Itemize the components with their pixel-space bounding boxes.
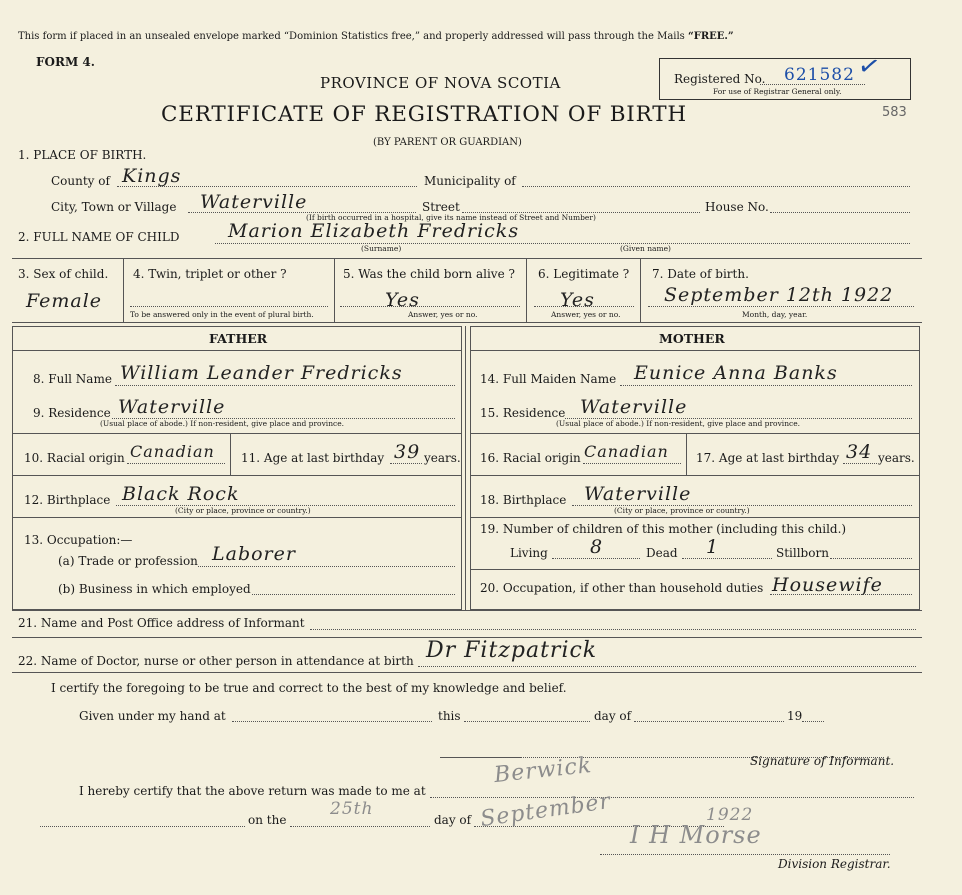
dead-value: 1: [706, 536, 720, 558]
certify-statement: I certify the foregoing to be true and correct to the best of my knowledge and belief.: [51, 681, 567, 695]
checkmark-icon: ✓: [855, 50, 883, 84]
given-name-label: (Given name): [620, 244, 671, 253]
return-statement: I hereby certify that the above return was made to me at: [79, 784, 426, 798]
mother-name-value: Eunice Anna Banks: [634, 362, 838, 384]
mother-residence-value: Waterville: [580, 396, 688, 418]
signature-of-informant-label: Signature of Informant.: [750, 754, 895, 768]
father-racial-value: Canadian: [130, 442, 215, 461]
legitimate-value: Yes: [560, 289, 595, 311]
on-the-label: on the: [248, 813, 287, 827]
informant-label: 21. Name and Post Office address of Informant: [18, 616, 305, 630]
city-label: City, Town or Village: [51, 200, 177, 214]
house-label: House No.: [705, 200, 769, 214]
father-residence-note: (Usual place of abode.) If non-resident, give place and province.: [100, 419, 345, 428]
mother-residence-note: (Usual place of abode.) If non-resident, give place and province.: [556, 419, 801, 428]
form-number: FORM 4.: [36, 55, 95, 69]
alive-value: Yes: [385, 289, 420, 311]
father-business-label: (b) Business in which employed: [58, 582, 251, 596]
sex-value: Female: [26, 290, 103, 312]
place-signature: Berwick: [492, 752, 594, 789]
mother-birthplace-value: Waterville: [584, 483, 692, 505]
registrar-signature: I H Morse: [630, 821, 762, 849]
year-prefix-label: 19: [787, 709, 803, 723]
father-age-value: 39: [394, 441, 421, 463]
mother-years: years.: [878, 451, 915, 465]
registered-label: Registered No.: [674, 72, 766, 86]
registration-month-value: September: [478, 788, 613, 833]
day-of-label-2: day of: [434, 813, 472, 827]
sex-label: 3. Sex of child.: [18, 267, 109, 281]
full-name-label: 2. FULL NAME OF CHILD: [18, 230, 180, 244]
mother-age-label: 17. Age at last birthday: [696, 451, 840, 465]
stillborn-label: Stillborn: [776, 546, 829, 560]
living-label: Living: [510, 546, 548, 560]
father-heading: FATHER: [209, 331, 268, 346]
alive-note: Answer, yes or no.: [408, 310, 478, 319]
this-label: this: [438, 709, 461, 723]
day-of-label: day of: [594, 709, 632, 723]
margin-number: 583: [882, 105, 907, 120]
legitimate-label: 6. Legitimate ?: [538, 267, 630, 281]
mail-notice: This form if placed in an unsealed envelope marked “Dominion Statistics free,” and properly addressed will pass through the Mails “FREE.”: [18, 31, 734, 42]
city-value: Waterville: [200, 191, 308, 213]
mother-name-label: 14. Full Maiden Name: [480, 372, 617, 386]
father-years: years.: [424, 451, 461, 465]
mother-age-value: 34: [846, 441, 873, 463]
mother-occupation-value: Housewife: [772, 574, 883, 596]
mother-occupation-label: 20. Occupation, if other than household duties: [480, 581, 764, 595]
twin-label: 4. Twin, triplet or other ?: [133, 267, 287, 281]
alive-label: 5. Was the child born alive ?: [343, 267, 515, 281]
father-age-label: 11. Age at last birthday: [241, 451, 385, 465]
county-label: County of: [51, 174, 110, 188]
division-registrar-label: Division Registrar.: [778, 857, 891, 871]
doctor-label: 22. Name of Doctor, nurse or other person in attendance at birth: [18, 654, 414, 668]
registered-number-value: 621582: [784, 65, 855, 85]
place-of-birth-heading: 1. PLACE OF BIRTH.: [18, 148, 147, 162]
dead-label: Dead: [646, 546, 678, 560]
mother-birthplace-label: 18. Birthplace: [480, 493, 567, 507]
street-label: Street: [422, 200, 460, 214]
dob-label: 7. Date of birth.: [652, 267, 749, 281]
twin-note: To be answered only in the event of plural birth.: [130, 310, 314, 319]
county-value: Kings: [122, 165, 182, 187]
certificate-title: CERTIFICATE OF REGISTRATION OF BIRTH: [161, 102, 687, 127]
father-birthplace-note: (City or place, province or country.): [175, 506, 311, 515]
mother-racial-label: 16. Racial origin: [480, 451, 581, 465]
father-trade-value: Laborer: [212, 543, 296, 565]
father-residence-value: Waterville: [118, 396, 226, 418]
living-value: 8: [590, 536, 604, 558]
father-racial-label: 10. Racial origin: [24, 451, 125, 465]
mother-birthplace-note: (City or place, province or country.): [614, 506, 750, 515]
mother-residence-label: 15. Residence: [480, 406, 566, 420]
municipality-label: Municipality of: [424, 174, 516, 188]
registration-year-value: 1922: [706, 805, 754, 825]
province-heading: PROVINCE OF NOVA SCOTIA: [320, 74, 561, 92]
father-trade-label: (a) Trade or profession: [58, 554, 198, 568]
father-birthplace-label: 12. Birthplace: [24, 493, 111, 507]
given-under-label: Given under my hand at: [79, 709, 226, 723]
doctor-value: Dr Fitzpatrick: [426, 638, 598, 663]
surname-label: (Surname): [361, 244, 402, 253]
father-residence-label: 9. Residence: [33, 406, 111, 420]
registrar-general-note: For use of Registrar General only.: [713, 87, 842, 96]
child-name-value: Marion Elizabeth Fredricks: [228, 220, 520, 242]
father-occupation-label: 13. Occupation:—: [24, 533, 133, 547]
father-birthplace-value: Black Rock: [122, 483, 240, 505]
mother-heading: MOTHER: [659, 331, 725, 346]
certificate-subtitle: (BY PARENT OR GUARDIAN): [373, 137, 522, 148]
mother-racial-value: Canadian: [584, 442, 669, 461]
legitimate-note: Answer, yes or no.: [551, 310, 621, 319]
dob-value: September 12th 1922: [664, 284, 894, 306]
children-count-label: 19. Number of children of this mother (including this child.): [480, 522, 847, 536]
father-name-value: William Leander Fredricks: [120, 362, 403, 384]
registration-day-value: 25th: [330, 799, 374, 819]
hospital-note: (If birth occurred in a hospital, give its name instead of Street and Number): [306, 213, 596, 222]
dob-note: Month, day, year.: [742, 310, 808, 319]
father-name-label: 8. Full Name: [33, 372, 112, 386]
